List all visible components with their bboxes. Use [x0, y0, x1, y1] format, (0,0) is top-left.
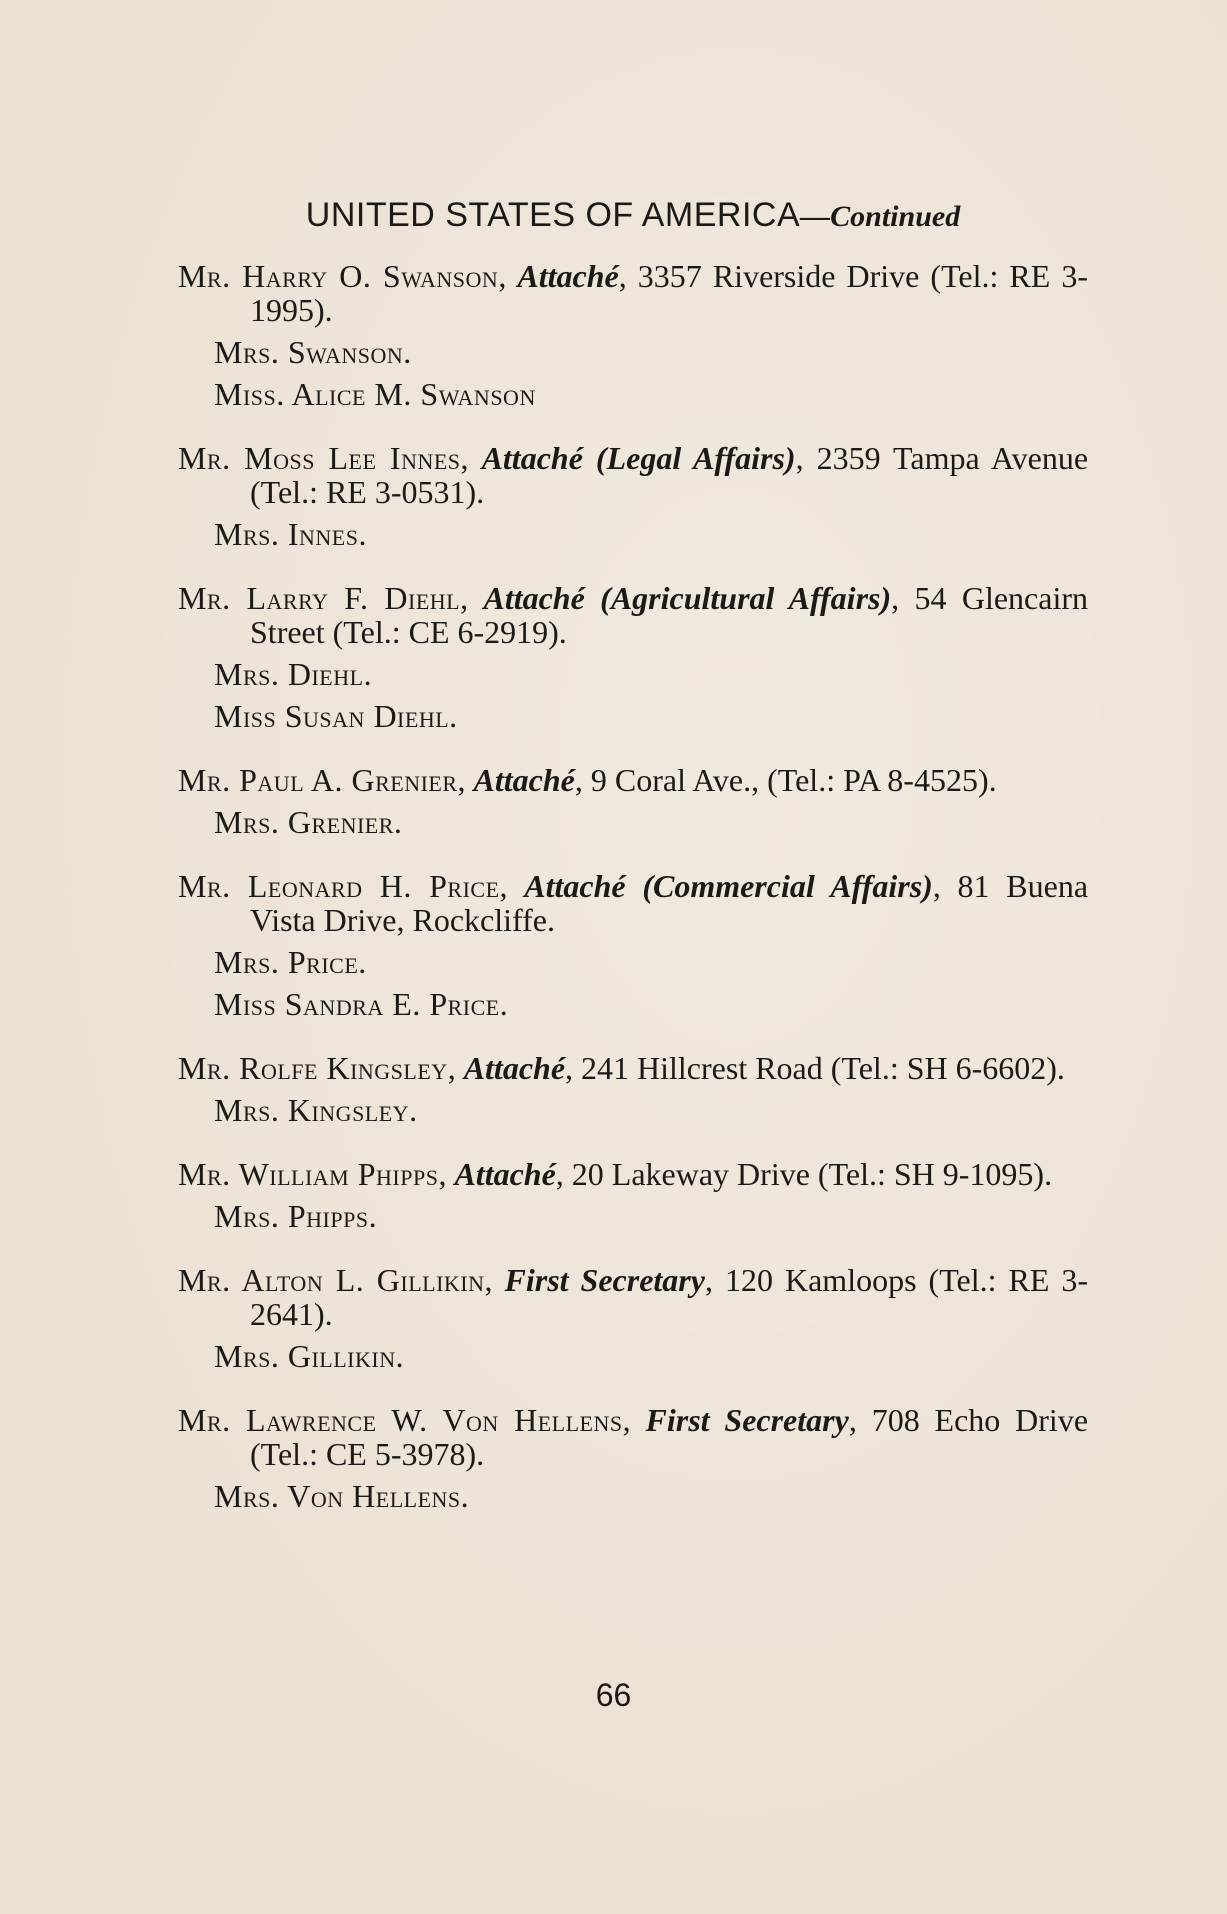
list-item	[178, 763, 1088, 839]
entry-title: First Secretary	[645, 1402, 849, 1438]
list-item	[178, 869, 1088, 1021]
entry-details: 81 Buena Vista Drive, Rockcliffe.	[250, 868, 1089, 938]
entry-name: Mr. Rolfe Kingsley	[178, 1050, 448, 1086]
list-item	[178, 259, 1088, 411]
entry-title: Attaché (Legal Affairs)	[481, 440, 796, 476]
family-member: Mrs. Innes.	[214, 516, 367, 552]
entry-details: 9 Coral Ave., (Tel.: PA 8-4525).	[590, 762, 997, 798]
entry-title: Attaché	[473, 762, 575, 798]
entry-title: Attaché (Agricultural Affairs)	[483, 580, 892, 616]
family-member: Mrs. Grenier.	[214, 804, 403, 840]
entry-name: Mr. Alton L. Gillikin	[178, 1262, 485, 1298]
heading-main: UNITED STATES OF AMERICA	[305, 196, 801, 234]
entry-line: Mr. Rolfe Kingsley, Attaché, 241 Hillcrest Road (Tel.: SH 6-6602).	[178, 1050, 1065, 1086]
family-member: Mrs. Price.	[214, 944, 367, 980]
entry-line: Mr. Moss Lee Innes, Attaché (Legal Affairs), 2359 Tampa Avenue (Tel.: RE 3-0531).	[178, 440, 1089, 510]
entry-details: 20 Lakeway Drive (Tel.: SH 9-1095).	[571, 1156, 1053, 1192]
entry-name: Mr. Lawrence W. Von Hellens	[178, 1402, 623, 1438]
entry-line: Mr. William Phipps, Attaché, 20 Lakeway Drive (Tel.: SH 9-1095).	[178, 1156, 1053, 1192]
entry-details: 3357 Riverside Drive (Tel.: RE 3-1995).	[250, 258, 1089, 328]
list-item	[178, 1051, 1088, 1127]
entry-details: 120 Kamloops (Tel.: RE 3-2641).	[250, 1262, 1089, 1332]
entry-name: Mr. Moss Lee Innes	[178, 440, 461, 476]
entry-line: Mr. Lawrence W. Von Hellens, First Secretary, 708 Echo Drive (Tel.: CE 5-3978).	[178, 1402, 1089, 1472]
entry-list	[178, 259, 1088, 1513]
entry-details: 2359 Tampa Avenue (Tel.: RE 3-0531).	[250, 440, 1089, 510]
entry-details: 708 Echo Drive (Tel.: CE 5-3978).	[250, 1402, 1089, 1472]
family-member: Mrs. Von Hellens.	[214, 1478, 470, 1514]
family-member: Miss. Alice M. Swanson	[214, 376, 536, 412]
entry-line: Mr. Alton L. Gillikin, First Secretary, 120 Kamloops (Tel.: RE 3-2641).	[178, 1262, 1089, 1332]
entry-name: Mr. Leonard H. Price	[178, 868, 500, 904]
family-member: Mrs. Gillikin.	[214, 1338, 405, 1374]
list-item	[178, 441, 1088, 551]
entry-title: Attaché	[454, 1156, 556, 1192]
family-member: Mrs. Kingsley.	[214, 1092, 418, 1128]
list-item	[178, 581, 1088, 733]
family-member: Mrs. Swanson.	[214, 334, 412, 370]
entry-title: Attaché (Commercial Affairs)	[524, 868, 933, 904]
entry-title: Attaché	[463, 1050, 566, 1086]
heading-continued: —Continued	[800, 200, 961, 233]
entry-details: 54 Glencairn Street (Tel.: CE 6-2919).	[250, 580, 1088, 650]
family-member: Mrs. Diehl.	[214, 656, 373, 692]
entry-line: Mr. Paul A. Grenier, Attaché, 9 Coral Ave., (Tel.: PA 8-4525).	[178, 762, 997, 798]
page-heading	[178, 195, 1088, 237]
entry-name: Mr. Larry F. Diehl	[178, 580, 461, 616]
page-number: 66	[595, 1677, 632, 1713]
entry-title: First Secretary	[504, 1262, 705, 1298]
entry-title: Attaché	[517, 258, 619, 294]
page-content	[178, 195, 1088, 1543]
entry-name: Mr. Paul A. Grenier	[178, 762, 458, 798]
list-item	[178, 1263, 1088, 1373]
entry-line: Mr. Leonard H. Price, Attaché (Commercial Affairs), 81 Buena Vista Drive, Rockcliffe.	[178, 868, 1089, 938]
family-member: Mrs. Phipps.	[214, 1198, 378, 1234]
entry-name: Mr. Harry O. Swanson	[178, 258, 499, 294]
entry-line: Mr. Harry O. Swanson, Attaché, 3357 Riverside Drive (Tel.: RE 3-1995).	[178, 258, 1089, 328]
list-item	[178, 1157, 1088, 1233]
entry-name: Mr. William Phipps	[178, 1156, 439, 1192]
family-member: Miss Sandra E. Price.	[214, 986, 509, 1022]
list-item	[178, 1403, 1088, 1513]
entry-line: Mr. Larry F. Diehl, Attaché (Agricultural Affairs), 54 Glencairn Street (Tel.: CE 6-2919).	[178, 580, 1088, 650]
family-member: Miss Susan Diehl.	[214, 698, 458, 734]
entry-details: 241 Hillcrest Road (Tel.: SH 6-6602).	[581, 1050, 1065, 1086]
